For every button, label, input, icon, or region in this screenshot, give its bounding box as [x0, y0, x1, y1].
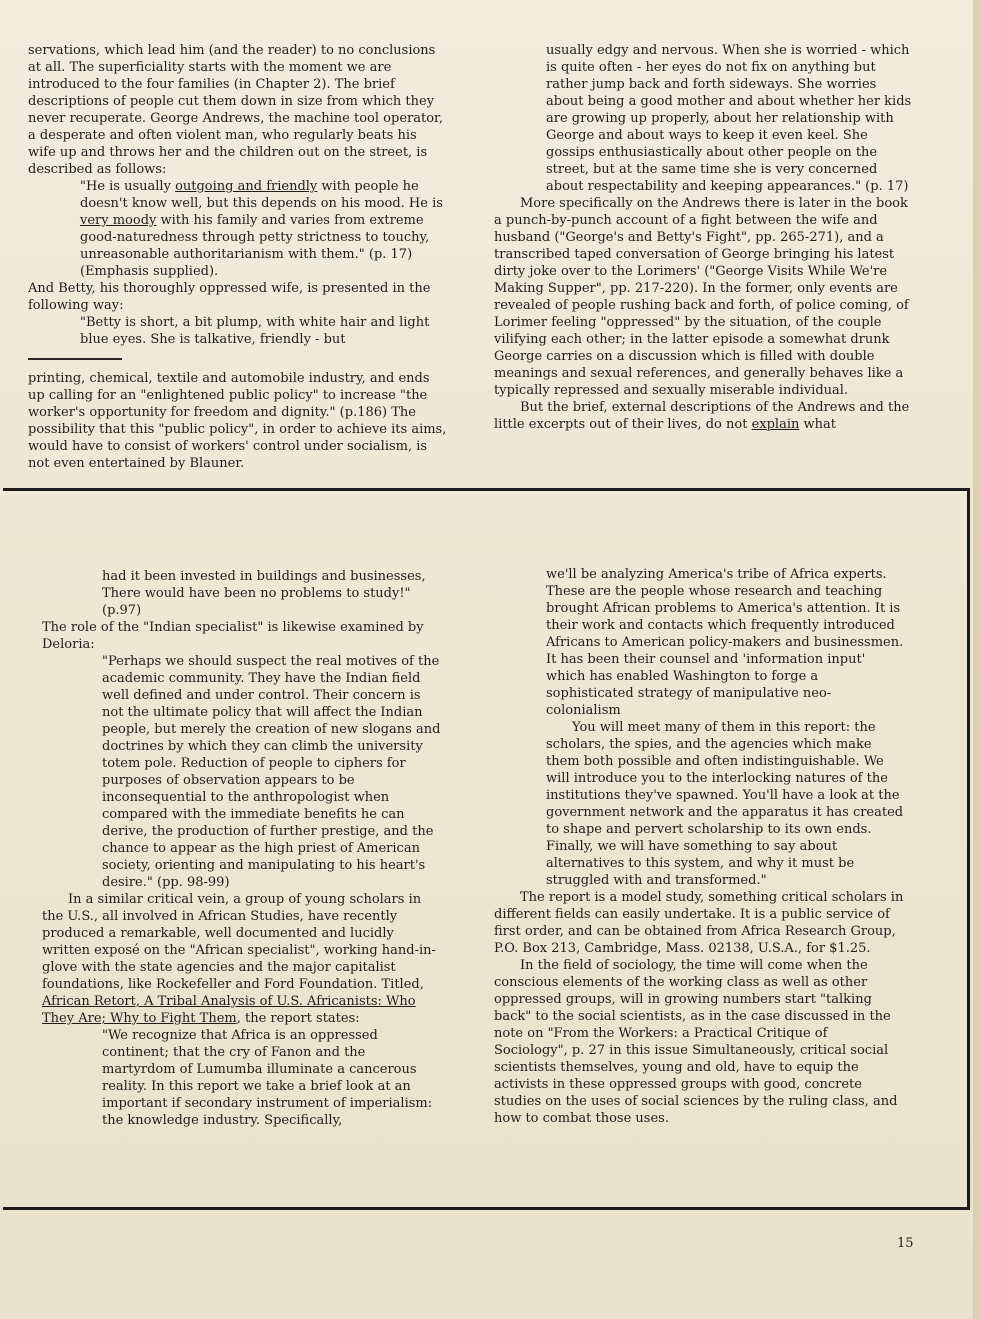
paragraph: And Betty, his thoroughly oppressed wife, is presented in the following way:: [28, 281, 431, 313]
paragraph-text: what: [799, 417, 836, 432]
page-edge: [973, 0, 981, 1319]
underlined-phrase: very moody: [80, 213, 157, 228]
block-quote-continued: had it been invested in buildings and businesses, There would have been no problems to study!" (p.97): [102, 569, 426, 618]
paragraph-text: But the brief, external descriptions of the Andrews and the little excerpts out of their lives, do not: [494, 400, 910, 432]
paragraph: [494, 399, 914, 433]
report-title: African Retort, A Tribal Analysis of U.S. Africanists: Who They Are; Why to Fight Them: [42, 994, 416, 1026]
paragraph: In the field of sociology, the time will come when the conscious elements of the working class as well as other oppressed groups, will in growing numbers start "talking back" to the social scientists, as in the case discussed in the note on "From the Workers: a Practical Critique of Sociology", p. 27 in this issue Simultaneously, critical social scientists themselves, young and old, have to equip the activists in these oppressed groups with good, concrete studies on the uses of social sciences by the ruling class, and how to combat those uses.: [494, 958, 898, 1126]
top-right-column: [494, 42, 914, 433]
box-right-column: [494, 566, 904, 1127]
quote-text: with his family and varies from extreme good-naturedness through petty strictness to touchy, unreasonable authoritarianism with them." (p. 17) (Emphasis supplied).: [80, 213, 430, 279]
paragraph: [42, 891, 442, 1027]
block-quote-george: [80, 178, 448, 280]
page-number: 15: [897, 1236, 914, 1251]
block-quote-deloria: "Perhaps we should suspect the real motives of the academic community. They have the Indian field well defined and under control. Their concern is not the ultimate policy that will affect the Indian people, but merely the creation of new slogans and doctrines by which they can climb the university totem pole. Reduction of people to ciphers for purposes of observation appears to be inconsequential to the anthropologist when compared with the immediate benefits he can derive, the production of further prestige, and the chance to appear as the high priest of American society, orienting and manipulating to his heart's desire." (pp. 98-99): [102, 654, 441, 890]
box-left-column: [42, 568, 442, 1129]
paragraph: More specifically on the Andrews there is later in the book a punch-by-punch account of a fight between the wife and husband ("George's and Betty's Fight", pp. 265-271), and a transcribed taped conversation of George bringing his latest dirty joke over to the Lorimers' ("George Visits While We're Making Supper", pp. 217-220). In the former, only events are revealed of people rushing back and forth, of police coming, of Lorimer feeling "oppressed" by the situation, of the couple vilifying each other; in the latter episode a somewhat drunk George carries on a discussion which is filled with double meanings and sexual references, and generally behaves like a typically repressed and sexually miserable individual.: [494, 196, 909, 398]
block-quote-continued: we'll be analyzing America's tribe of Africa experts. These are the people whose research and teaching brought African problems to America's attention. It is their work and contacts which frequently introduced Africans to American policy-makers and businessmen. It has been their counsel and 'information input' which has enabled Washington to forge a sophisticated strategy of manipulative neo-colonialism: [546, 567, 904, 718]
block-quote-betty: "Betty is short, a bit plump, with white hair and light blue eyes. She is talkative, friendly - but: [80, 315, 430, 347]
paragraph-text: , the report states:: [236, 1011, 360, 1026]
underlined-word: explain: [751, 417, 800, 432]
paragraph: The role of the "Indian specialist" is likewise examined by Deloria:: [42, 620, 424, 652]
footnote-text: printing, chemical, textile and automobile industry, and ends up calling for an "enlightened public policy" to increase "the worker's opportunity for freedom and dignity." (p.186) The possibility that this "public policy", in order to achieve its aims, would have to consist of workers' control under socialism, is not even entertained by Blauner.: [28, 371, 447, 471]
underlined-phrase: outgoing and friendly: [175, 179, 318, 194]
paragraph: The report is a model study, something critical scholars in different fields can easily undertake. It is a public service of first order, and can be obtained from Africa Research Group, P.O. Box 213, Cambridge, Mass. 02138, U.S.A., for $1.25.: [494, 890, 904, 956]
footnote-divider: [28, 358, 122, 360]
paragraph: servations, which lead him (and the reader) to no conclusions at all. The superficiality starts with the moment we are introduced to the four families (in Chapter 2). The brief descriptions of people cut them down in size from which they never recuperate. George Andrews, the machine tool operator, a desperate and often violent man, who regularly beats his wife up and throws her and the children out on the street, is described as follows:: [28, 43, 443, 177]
quote-text: with people he doesn't know well, but this depends on his mood. He is: [80, 179, 443, 211]
block-quote-continued: You will meet many of them in this report: the scholars, the spies, and the agencies which make them both possible and often indistinguishable. We will introduce you to the interlocking natures of the institutions they've spawned. You'll have a look at the government network and the apparatus it has created to shape and pervert scholarship to its own ends. Finally, we will have something to say about alternatives to this system, and why it must be struggled with and transformed.": [546, 720, 904, 888]
paragraph-text: In a similar critical vein, a group of young scholars in the U.S., all involved in African Studies, have recently produced a remarkable, well documented and lucidly written exposé on the "African specialist", working hand-in-glove with the state agencies and the major capitalist foundations, like Rockefeller and Ford Foundation. Titled,: [42, 892, 436, 992]
block-quote-report: "We recognize that Africa is an oppressed continent; that the cry of Fanon and the martyrdom of Lumumba illuminate a cancerous reality. In this report we take a brief look at an important if secondary instrument of imperialism: the knowledge industry. Specifically,: [102, 1028, 433, 1128]
top-left-column: [28, 42, 448, 472]
quote-text: "He is usually: [80, 179, 176, 194]
boxed-section-bottom-rule: [3, 1207, 970, 1210]
block-quote-continued: usually edgy and nervous. When she is worried - which is quite often - her eyes do not fix on anything but rather jump back and forth sideways. She worries about being a good mother and about whether her kids are growing up properly, about her relationship with George and about ways to keep it even keel. She gossips enthusiastically about other people on the street, but at the same time she is very concerned about respectability and keeping appearances." (p. 17): [546, 43, 912, 194]
